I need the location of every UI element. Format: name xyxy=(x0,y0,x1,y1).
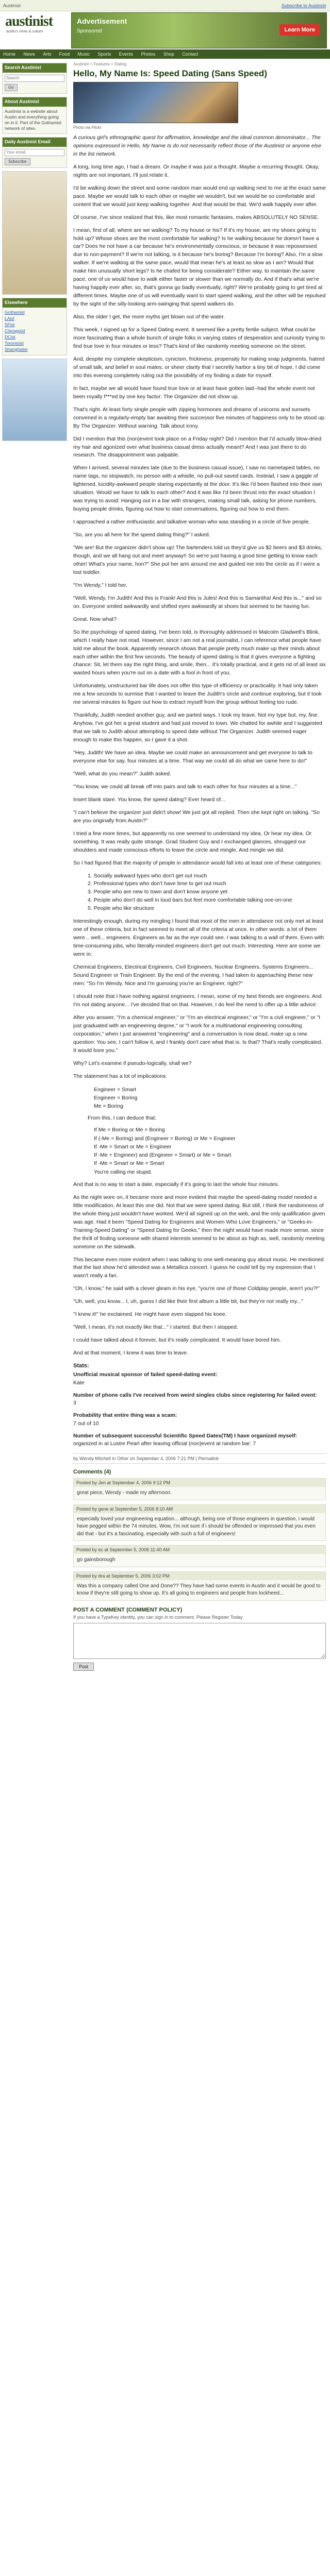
stat-value: Kate xyxy=(73,1379,85,1386)
article-paragraph: Did I mention that this (non)event took place on a Friday night? Did I mention that I'd actually blow-dried my hair and agonized over what business casual dress actually meant? And I was just there to do research. The disappointment was palpable. xyxy=(73,435,322,459)
sidebar-ad-2[interactable] xyxy=(2,359,67,441)
article-paragraph: A long, long time ago, I had a dream. Or maybe it was just a thought. Maybe a recurring thought. Okay, nights are not important, I'll just relate it. xyxy=(73,163,320,178)
sidebar-link[interactable]: DCist xyxy=(5,334,15,340)
search-button[interactable]: Go xyxy=(5,84,18,91)
article-paragraph: The statement has a lot of implications: xyxy=(73,1073,168,1079)
post-comment-title: POST A COMMENT (COMMENT POLICY) xyxy=(73,1606,183,1613)
stat-label: Unofficial musical sponsor of failed speed-dating event: xyxy=(73,1371,218,1378)
stat-label: Probability that entire thing was a scam: xyxy=(73,1412,177,1419)
sidebar-link[interactable]: Gothamist xyxy=(5,309,25,315)
article-paragraph: "Hey, Judith! We have an idea. Maybe we could make an announcement and get everyone to talk to everyone else for say, four minutes at a time. That way we could all do what we came here to do!" xyxy=(73,750,312,764)
article-paragraph: Great. Now what? xyxy=(73,616,117,622)
article-paragraph: I tried a few more times, but apparently no one seemed to understand my idea. Or hear my idea. Or something. It was really quite strange. Grad Student Guy and I exchanged glances, shrugged our shoulders and made conscious efforts to leave the circle and mingle. And mingle we did. xyxy=(73,830,312,853)
article-paragraph: Interestingly enough, during my mingling I found that most of the men in attendance not only met at least one of these criteria, but in fact seemed to meet all of the criteria at once. In other words: a lot of them were... well... engineers. Engineers as far as the eye could see. I was talking to a wall of them. Even with time-consuming jobs, who literally-minded engineers don't get out much. Interesting. Here are some we were in: xyxy=(73,918,324,958)
comments-title: Comments (4) xyxy=(73,1469,111,1476)
page-title: Hello, My Name Is: Speed Dating (Sans Speed) xyxy=(73,69,267,78)
stat-item xyxy=(73,1371,326,1387)
email-subscribe-button[interactable]: Subscribe xyxy=(5,158,30,165)
search-title: Search Austinist xyxy=(3,63,67,73)
article-paragraph: When I arrived, several minutes late (due to the business casual issue), I saw no nametaped tables, no name tags, no stopwatch, no person with a whistle, no pull-out saved cards. Instead, I saw a gaggle of lightened, lucidity-awkward people staring expectantly at the door. It's like I'd been flashed into their own situation. Would we have to talk to each other? And it was like I'd been thrust into the exact situation I was trying to avoid: Hanging out in a bar with strangers, making small talk, asking for phone numbers, buying people drinks, figuring out how to start conversations, figuring out how to end them. xyxy=(73,465,322,513)
stat-item xyxy=(73,1392,326,1408)
email-field[interactable] xyxy=(5,149,64,156)
about-title: About Austinist xyxy=(3,97,67,107)
top-bar-left: Austinist xyxy=(3,3,21,8)
article-paragraph: And, despite my complete skepticism, cynicism, frickiness, propensity for making snap judgments, hatred of small talk, and belief in soul mates, or sheer clarity that I secretly harbor a tiny bit of hope, I did come into this evening completely ruling out the possibility of my finding a date for myself. xyxy=(73,355,325,379)
comment-textarea[interactable] xyxy=(73,1623,326,1659)
banner-ad-button[interactable]: Learn More xyxy=(279,24,320,36)
article-paragraph: As the night wore on, it became more and more evident that maybe the speed-dating model needed a little modification. At least this one did. Not that we were speed dating. But still, I think the randomness of the whole thing just wouldn't have worked. We'd all signed up on the web, and the only qualification given was age. Had it been "Speed Dating for Engineers and Women Who Love Engineers," or "Geeks-in-Training-Speed Dating" or "Speed Dating for Geeks," then the night would have made more sense, since the thrill of finding someone with shared interests seemed to be about as high as, well, randomly meeting someone on the sidewalk. xyxy=(73,1194,325,1250)
search-input[interactable] xyxy=(5,75,64,82)
sidebar-ad[interactable] xyxy=(2,171,67,295)
links-box xyxy=(2,298,67,355)
byline: by Wendy Mitchell in Other on September 4, 2006 7:21 PM | Permalink xyxy=(73,1453,326,1464)
comment-header: Posted by ec at September 5, 2006 11:40 AM xyxy=(74,1546,325,1554)
article-paragraph: I should note that I have nothing against engineers. I mean, some of my best friends are engineers. And I'm not dating anyone... I've decided that on that. However, I do feel the need to offer up a little advice: xyxy=(73,993,322,1008)
photo-caption: Photo via Flickr xyxy=(73,125,102,130)
comment-body: go gainsborough xyxy=(77,1557,116,1563)
article-paragraph: In fact, maybe we all would have found true love or at least have gotten laid--had the whole event not been royally f***ed by one key factor: The Organizer did not show up. xyxy=(73,385,315,400)
nav-item[interactable]: News xyxy=(23,52,35,57)
links-title: Elsewhere xyxy=(3,298,67,308)
stat-value: 3 xyxy=(73,1400,76,1406)
article-paragraph: Insert blank stare. You know, the speed dating? Ever heard of... xyxy=(73,796,225,803)
breadcrumb: Austinist > Features > Dating xyxy=(73,62,127,66)
formula-premises: Engineer = Smart Engineer = Boring Me = Boring xyxy=(94,1086,138,1110)
article-photo xyxy=(73,82,238,123)
stat-value: 7 out of 10 xyxy=(73,1420,99,1427)
article-paragraph: And that is no way to start a date, especially if it's going to last the whole four minutes. xyxy=(73,1181,279,1188)
nav-item[interactable]: Music xyxy=(77,52,90,57)
article-paragraph: "We are! But the organizer didn't show up! The bartenders told us they'd give us $2 beers and $3 drinks, though, and we all hang out and meet anyway!! So we're just having a good time getting to know each other! What's your name, hon?" She put her arm around me and guided me into the circle as if I were a lost toddler. xyxy=(73,545,323,575)
article-paragraph: "Well, Wendy, I'm Judith! And this is Frank! And this is Jules! And this is Samantha! And this is..." and so on. Everyone smiled awkwardly and shifted eyes awkwardly at shoes but seemed to be having fun. xyxy=(73,595,322,609)
article-paragraph: "Well, what do you mean?" Judith asked. xyxy=(73,770,171,777)
comment xyxy=(73,1478,326,1500)
article-paragraph: "I can't believe the organizer just didn't show! We just got all replied. Then she kept right on talking. "So are you originally from Austin?" xyxy=(73,809,320,824)
article-paragraph: After you answer, "I'm a chemical engineer," or "I'm an electrical engineer," or "I'm a civil engineer," or "I just graduated with an engineering degree," or "I work for a multinational engineering consulting corporation," when I just answered "engineering" and a conversation is now dead, make up a new question: You see, I can't follow it, and I frankly don't care what that is. Is that? That's really complicated. It would bore you." xyxy=(73,1014,323,1054)
article-paragraph: I could have talked about it forever, but it's really complicated. It would have bored him. xyxy=(73,1337,281,1344)
comment-body: especially loved your engineering equation... although, being one of those engineers in question, i would have pegged within the 74 minutes. Wow, I'm not sure if i should be offended or impressed that you even did that - but it's a fascinating, especially with such a full of engineers! xyxy=(77,1516,316,1537)
formula-deduction: If Me = Boring or Me = Boring If (-Me = Boring) and (Engineer = Boring) or Me = Engineer If -Me = Smart or Me = Engineer If -Me + Engineer) and (Engineer = Smart) or Me = Smart If -Me = Smart or Me = Smart You're calling me stupid. xyxy=(94,1127,236,1175)
sidebar-link[interactable]: Shanghaiist xyxy=(5,347,28,352)
about-text: Austinist is a website about Austin and everything going on in it. Part of the Gothamist network of sites. xyxy=(5,108,62,131)
comment-header: Posted by dra at September 5, 2006 3:02 PM xyxy=(74,1572,325,1580)
comment xyxy=(73,1545,326,1567)
search-box xyxy=(2,63,67,94)
comment-header: Posted by gene at September 5, 2006 8:10 AM xyxy=(74,1505,325,1513)
banner-ad-title: Advertisement xyxy=(77,17,127,25)
top-bar xyxy=(0,0,330,11)
nav-item[interactable]: Arts xyxy=(43,52,52,57)
nav-item[interactable]: Shop xyxy=(163,52,174,57)
banner-ad-sub: Sponsored xyxy=(77,28,102,34)
stat-label: Number of subsequent successful Scientific Speed Dates(TM) I have organized myself: xyxy=(73,1432,298,1439)
formula-intro: From this, I can deduce that: xyxy=(88,1115,157,1122)
stats-list xyxy=(73,1371,326,1448)
email-title: Daily Austinist Email xyxy=(3,138,67,147)
stat-value: organized in at Lustre Pearl after leaving official (non)event at random bar: 7 xyxy=(73,1440,256,1447)
sidebar-link[interactable]: Torontoist xyxy=(5,340,24,346)
logo-text: austinist xyxy=(5,13,53,29)
nav-item[interactable]: Contact xyxy=(182,52,199,57)
nav-item[interactable]: Photos xyxy=(141,52,156,57)
comment xyxy=(73,1571,326,1601)
post-comment-sub: If you have a TypeKey identity, you can sign in to comment. Please Register Today xyxy=(73,1614,243,1620)
nav-item[interactable]: Food xyxy=(59,52,70,57)
stat-item xyxy=(73,1412,326,1428)
comment xyxy=(73,1504,326,1541)
article-paragraph: This became even more evident when I was talking to one well-meaning guy about music. He mentioned that the last show he'd attended was a Metallica concert. I guess he could tell by my expression that I wasn't really a fan. xyxy=(73,1256,324,1279)
comment-body: Was this a company called One and Done?? They have had some events in Austin and it would be good to know if they're still going to show up. It's all going to engineers and people from lockheed... xyxy=(77,1583,321,1597)
article-paragraph: Why? Let's examine if pseudo-logically, shall we? xyxy=(73,1060,192,1066)
banner-ad[interactable] xyxy=(71,12,327,48)
article-paragraph: That's right. At least forty single people with zipping hormones and dreams of unicorns and sunsets convened in a regularly-empty bar awaiting their successor five minutes of happiness only to be stood up. By The Organizer. Without warning. Talk about irony. xyxy=(73,406,326,429)
article-paragraph: Thankfully, Judith needed another guy, and we parted ways. I took my leave. Not my type but, my, fine. Anyhow, I've got her a great student and had just moved to town. We chatted for awhile and I suggested that we talk to Judith about attempting to speed date without The Organizer. Judith seemed eager enough to make this happen, so I gave it a shot. xyxy=(73,712,322,743)
comment-header: Posted by Jen at September 4, 2006 9:12 PM xyxy=(74,1479,325,1487)
article-paragraph: "So, are you all here for the speed dating thing?" I asked. xyxy=(73,532,210,538)
article-paragraph: Chemical Engineers, Electrical Engineers, Civil Engineers, Nuclear Engineers, Systems Engineers... Sound Engineer or Train Engineer. By the end of the evening, I had taken to approaching these new men: "So I'm Wendy. Nice and I'm guessing you're an Engineer, right?" xyxy=(73,964,314,987)
article-paragraph: Also, the older I get, the more myths get blown out of the water. xyxy=(73,314,225,320)
about-box xyxy=(2,97,67,134)
article-paragraph: "I knew it!" he exclaimed. He might have even slapped his knee. xyxy=(73,1311,227,1318)
post-comment-button[interactable]: Post xyxy=(73,1663,94,1671)
article-paragraph: "You know, we could all break off into pairs and talk to each other for four minutes at a time..." xyxy=(73,783,297,790)
stat-item xyxy=(73,1432,326,1449)
article-paragraph: I mean, first of all, where are we walking? To my house or his? If it's my house, are my shoes going to hold up? Whose shoes are the most comfortable for walking? Is he walking because he doesn't have a car? Does he not have a car because he's environmentally conscious, or because it was repossessed due to non-payment? If we're not talking, is it because he's boring? Because I'm boring? Also, I'm a slow walker. If we're walking at the same pace, would that mean he's at least as slow as I am? Would that make him unusually short legs? Is he chafed for being considerate? Either way, to maintain the same pace, one of us would have to walk either faster or slower than we normally do. And if that's what we're having happily ever after, so, that's gonna go badly eventually, right? We're probably going to get tired at different times. Maybe one of us will eventually want to start speed walking, and the other will be repulsed by the sight of the silly-looking arm-swinging that speed walkers do. xyxy=(73,227,326,308)
comment-body: great piece, Wendy - made my afternoon. xyxy=(77,1490,172,1496)
article-paragraph: "Oh, I know," he said with a clever gleam in his eye, "you're one of those Coldplay people, aren't you?!" xyxy=(73,1285,320,1292)
sidebar-link[interactable]: LAist xyxy=(5,315,14,321)
article-body-continued xyxy=(73,1181,326,1358)
nav-item[interactable]: Home xyxy=(3,52,16,57)
comments-list xyxy=(73,1478,326,1601)
article-paragraph: And at that moment, I knew it was time to leave. xyxy=(73,1350,188,1357)
sidebar-link[interactable]: Chicagoist xyxy=(5,328,25,333)
article-body xyxy=(73,134,326,1081)
main-content xyxy=(73,62,326,1671)
article-paragraph: Unfortunately, unstructured bar life does not offer this type of efficiency or practicality. It had only taken me a few seconds to surmise that I wanted to leave the Judith's circle and continue exploring, but it took me several minutes to figure out how to extract myself from the group without feeling too rude. xyxy=(73,683,322,706)
article-paragraph: I approached a rather enthusiastic and talkative woman who was standing in a circle of five people. xyxy=(73,519,310,526)
nav-item[interactable]: Events xyxy=(119,52,134,57)
subscribe-link[interactable]: Subscribe to Austinist xyxy=(281,3,326,8)
stat-label: Number of phone calls I've received from weird singles clubs since registering for failed event: xyxy=(73,1392,317,1398)
article-paragraph: A curious girl's ethnographic quest for affirmation, knowledge and the ideal common denominator... The opinions expressed in Hello, My Name Is do not necessarily reflect those of the Austinist or anyone else in the list network. xyxy=(73,134,322,157)
article-paragraph: Of course, I've since realized that this, like most romantic fantasies, makes ABSOLUTELY NO SENSE. xyxy=(73,214,319,221)
main-nav xyxy=(0,49,330,59)
email-box xyxy=(2,137,67,168)
logo-tagline: austin's news & culture xyxy=(6,30,43,33)
sidebar xyxy=(0,61,69,444)
article-paragraph: So I had figured that the majority of people in attendance would fall into at least one of these categories: xyxy=(73,859,322,866)
article-paragraph: 1. Socially awkward types who don't get out much 2. Professional types who don't have time to get out much 3. People who are new to town and don't know anyone yet 4. People who don't do well in loud bars but feel more comfortable talking one-on-one 5. People who like structure xyxy=(88,872,292,912)
article-paragraph: So the psychology of speed dating, I've been told, is thoroughly addressed in Malcolm Gladwell's Blink, which I really have not read. However, since I am not a real journalist, I can reference what people have told me about the book. Apparently research shows that people pretty much make up their minds about each other within the first few seconds. The beauty of speed dating is that it gives everyone a fighting chance: Sit, let them say the right thing, and smile, then... It's totally practical, and it gets rid of all least six wasted hours when you're out on a date with a fool in front of you. xyxy=(73,629,326,676)
article-paragraph: I'd be walking down the street and some random man would end up walking next to me at the exact same pace. Maybe we would talk to each other or maybe we wouldn't, but we would be so comfortable and content that we would just keep walking together. And that would be that. We'd walk happily ever after. xyxy=(73,184,326,208)
stats-title: Stats: xyxy=(73,1363,89,1369)
sidebar-link[interactable]: SFist xyxy=(5,321,15,327)
article-paragraph: This week, I signed up for a Speed Dating event. It seemed like a pretty fertile subject. What could be more fascinating than a whole bunch of single folks in varying states of desperation and curiosity trying to find true love in four minutes or less? That's kind of like randomly meeting someone on the street. xyxy=(73,327,325,349)
article-paragraph: "Uh, well, you know... I, uh, guess I did like their first album a little bit, but they're not really my..." xyxy=(73,1298,303,1305)
site-logo[interactable] xyxy=(5,13,67,33)
article-paragraph: "Well, I mean, it's not exactly like that..." I started. But then I stopped. xyxy=(73,1324,238,1331)
article-paragraph: "I'm Wendy," I told her. xyxy=(73,582,127,588)
nav-item[interactable]: Sports xyxy=(97,52,111,57)
